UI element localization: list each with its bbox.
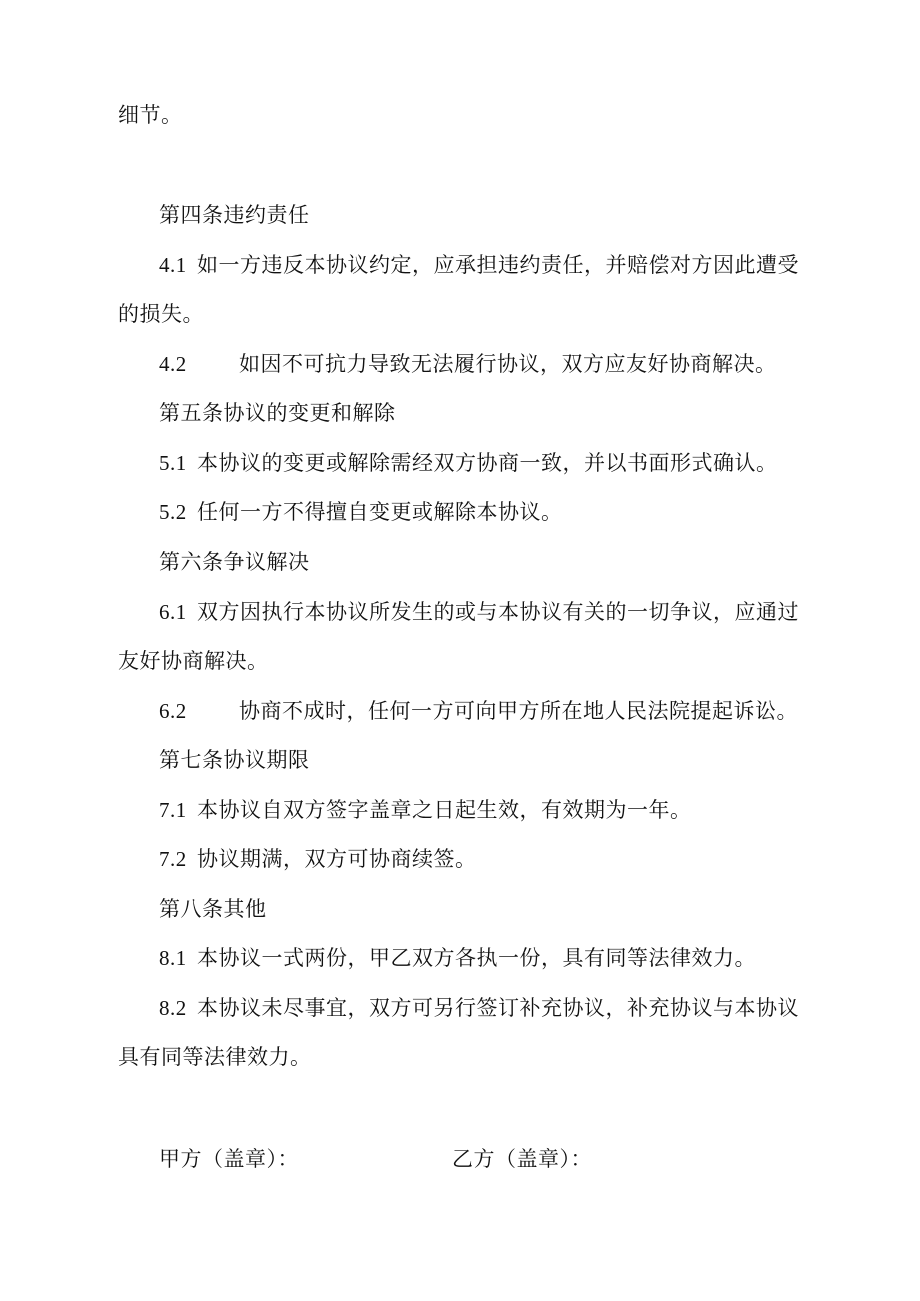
clause [159,598,799,626]
clause-number: 5.1 [159,451,187,475]
clause-text: 双方因执行本协议所发生的或与本协议有关的一切争议，应通过 [197,600,799,624]
clause-number: 7.2 [159,847,187,871]
clause-number: 4.2 [159,352,187,376]
clause [159,697,798,725]
clause-continuation: 友好协商解决。 [118,649,269,673]
clause-text: 本协议自双方签字盖章之日起生效，有效期为一年。 [197,798,692,822]
section-heading: 第七条协议期限 [159,748,310,772]
clause-text: 任何一方不得擅自变更或解除本协议。 [197,500,563,524]
clause [159,498,563,526]
clause [159,796,692,824]
section-heading: 第八条其他 [159,897,267,921]
clause-number: 8.1 [159,946,187,970]
continuation-text: 细节。 [118,103,183,127]
clause [159,994,799,1022]
clause [159,449,778,477]
clause-number: 8.2 [159,996,187,1020]
signature-party-a: 甲方（盖章）： [159,1147,299,1171]
clause [159,251,799,279]
clause-number: 6.1 [159,600,187,624]
clause-continuation: 具有同等法律效力。 [118,1045,312,1069]
section-heading: 第五条协议的变更和解除 [159,401,396,425]
clause-text: 协议期满，双方可协商续签。 [197,847,477,871]
clause [159,944,756,972]
clause-number: 5.2 [159,500,187,524]
clause-continuation: 的损失。 [118,302,204,326]
clause-text: 如一方违反本协议约定，应承担违约责任，并赔偿对方因此遭受 [197,253,799,277]
section-heading: 第四条违约责任 [159,203,310,227]
clause-text: 协商不成时，任何一方可向甲方所在地人民法院提起诉讼。 [239,699,798,723]
clause [159,350,777,378]
section-heading: 第六条争议解决 [159,550,310,574]
clause-text: 本协议未尽事宜，双方可另行签订补充协议，补充协议与本协议 [197,996,799,1020]
clause [159,845,477,873]
clause-number: 7.1 [159,798,187,822]
signature-party-b: 乙方（盖章）： [452,1147,592,1171]
clause-number: 6.2 [159,699,187,723]
clause-text: 本协议的变更或解除需经双方协商一致，并以书面形式确认。 [197,451,778,475]
clause-number: 4.1 [159,253,187,277]
clause-text: 如因不可抗力导致无法履行协议，双方应友好协商解决。 [239,352,777,376]
clause-text: 本协议一式两份，甲乙双方各执一份，具有同等法律效力。 [197,946,756,970]
